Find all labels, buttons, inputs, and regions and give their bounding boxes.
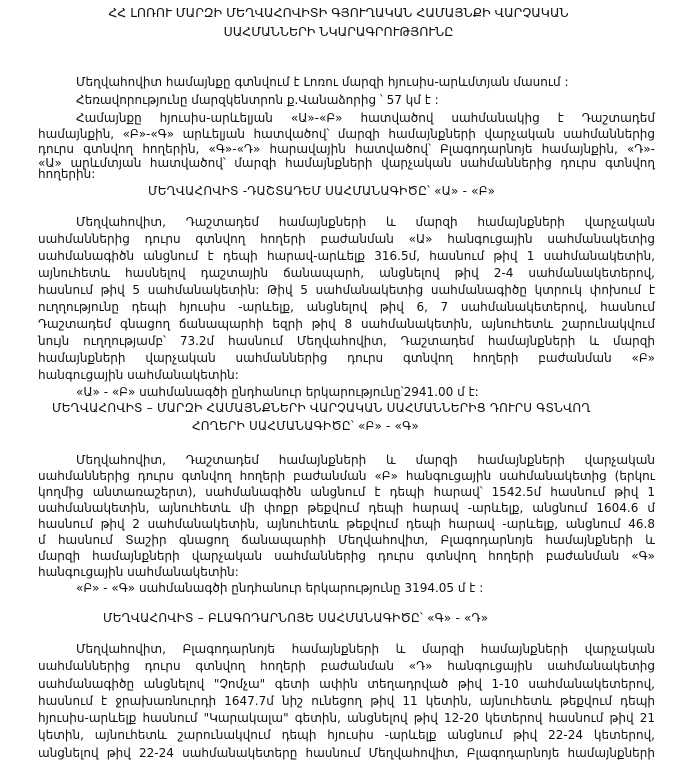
paragraph-line: նույն ուղղությամբ՝ 73.2մ հասնում Մեղվահովիտ, Դաշտադեմ համայնքների և մարզի [38,334,655,348]
paragraph-line: հանգուցային սահմանակետին: [38,565,239,579]
paragraph-line: համայնքների վարչական սահմաններից դուրս գտնվող հողերի բաժանման «Բ» [38,351,655,365]
document-title-line-1: ՀՀ ԼՈՌՈՒ ՄԱՐԶԻ ՄԵՂՎԱՀՈՎԻՏԻ ԳՅՈՒՂԱԿԱՆ ՀԱՄԱՅՆՔԻ ՎԱՐՉԱԿԱՆ [108,5,569,20]
paragraph-line: հասնում է ջրախառնուրդի 1647.7մ նիշ ունեցող թիվ 11 կետին, այնուհետև թեքվում դեպի [38,694,655,708]
paragraph-line: Դաշտադեմ գնացող ճանապարհի եզրի թիվ 8 սահմանակետին, այնուհետև շարունակվում [38,317,655,331]
paragraph-line: հասնում թիվ 2 սահմանակետին, այնուհետև թեքվում դեպի հարավ -արևելք, անցնում 46.8 [38,517,655,531]
paragraph-line: սահմանակետին, այնուհետև մի փոքր թեքվում դեպի հարավ -արևելք, անցնում 1604.6 մ [38,501,655,515]
paragraph-line: Մեղվահովիտ, Դաշտադեմ համայնքների և մարզի համայնքների վարչական [76,215,655,229]
paragraph-line: դուրս գտնվող հողերին, «Գ»-«Դ» հարավային հատվածով՝ Բլագոդարնոյե համայնքին, «Դ»- [38,142,655,156]
paragraph-line: սահմաններից դուրս գտնվող հողերի բաժանման «Ա» հանգուցային սահմանակետից [38,232,655,246]
paragraph-line: «Ա» - «Բ» սահմանագծի ընդհանուր երկարությունը՝2941.00 մ է: [76,385,479,399]
paragraph-line: «Բ» - «Գ» սահմանագծի ընդհանուր երկարությունը 3194.05 մ է : [76,581,484,595]
paragraph-line: այնուհետև հասնելով դաշտային ճանապարհ, անցնելով թիվ 2-4 սահմանակետերով, [38,266,655,280]
paragraph-line: «Ա» արևմտյան հատվածով՝ մարզի համայնքների վարչական սահմաններից դուրս գտնվող [38,156,655,170]
section-heading: ՄԵՂՎԱՀՈՎԻՏ – ԲԼԱԳՈԴԱՐՆՈՅԵ ՍԱՀՄԱՆԱԳԻԾԸ՝ «Գ» - «Դ» [103,611,489,625]
paragraph-line: հողերին: [38,167,96,181]
paragraph-line: հասնում թիվ 5 սահմանակետին: Թիվ 5 սահմանակետից սահմանագիծը կտրուկ փոխում է [38,283,655,297]
paragraph-line: մ հասնում Տաշիր գնացող ճանապարհի Մեղվահովիտ, Բլագոդարնոյե համայնքների և [38,533,655,547]
document-title-line-2: ՍԱՀՄԱՆՆԵՐԻ ՆԿԱՐԱԳՐՈՒԹՅՈՒՆԸ [223,24,454,39]
paragraph-line: Մեղվահովիտ, Դաշտադեմ համայնքների և մարզի համայնքների վարչական [76,453,655,467]
paragraph-line: Մեղվահովիտ համայնքը գտնվում է Լոռու մարզի հյուսիս-արևմտյան մասում : [76,75,569,89]
paragraph-line: կողմից անտառաշերտ), սահմանագիծն անցնում է դեպի հարավ՝ 1542.5մ հասնում թիվ 1 [38,485,655,499]
paragraph-line: Մեղվահովիտ, Բլագոդարնոյե համայնքների և մարզի համայնքների վարչական [76,642,655,656]
paragraph-line: հանգուցային սահմանակետին: [38,368,239,382]
paragraph-line: Հեռավորությունը մարզկենտրոն ք.Վանաձորից ՝ 57 կմ է : [76,93,439,107]
paragraph-line: համայնքին, «Բ»-«Գ» արևելյան հատվածով՝ մարզի համայնքների վարչական սահմաններից [38,127,655,141]
paragraph-line: հյուսիս-արևելք հասնում "Կարակալա" գետին, անցնելով թիվ 12-20 կետերով հասնում թիվ 21 [38,711,655,725]
paragraph-line: անցնելով թիվ 22-24 սահմանակետերը հասնում Մեղվահովիտ, Բլագոդարնոյե համայնքների [38,746,655,760]
paragraph-line: Համայնքը հյուսիս-արևելյան «Ա»-«Բ» հատվածով սահմանակից է Դաշտադեմ [76,111,655,125]
paragraph-line: սահմանագիծն անցնում է դեպի հարավ-արևելք 316.5մ, հասնում թիվ 1 սահմանակետին, [38,249,655,263]
paragraph-line: մարզի համայնքների վարչական սահմաններից դուրս գտնվող հողերի բաժանման «Գ» [38,549,655,563]
paragraph-line: սահմաններից դուրս գտնվող հողերի բաժանման «Բ» հանգուցային սահմանակետից (երկու [38,469,655,483]
paragraph-line: սահմանագիծը անցնելով "Չոմչա" գետի ափին տեղադրված թիվ 1-10 սահմանակետերով, [38,677,655,691]
section-heading: ՄԵՂՎԱՀՈՎԻՏ -ԴԱՇՏԱԴԵՄ ՍԱՀՄԱՆԱԳԻԾԸ՝ «Ա» - «Բ» [148,184,496,198]
paragraph-line: կետին, այնուհետև շարունակվում դեպի հյուսիս -արևելք անցնում թիվ 22-24 կետերով, [38,728,655,742]
paragraph-line: սահմաններից դուրս գտնվող հողերի բաժանման «Դ» հանգուցային սահմանակետից [38,659,655,673]
paragraph-line: ուղղությունը դեպի հյուսիս -արևելք, անցնելով թիվ 6, 7 սահմանակետերով, հասնում [38,300,655,314]
section-heading: ՄԵՂՎԱՀՈՎԻՏ – ՄԱՐԶԻ ՀԱՄԱՅՆՔՆԵՐԻ ՎԱՐՉԱԿԱՆ ՍԱՀՄԱՆՆԵՐԻՑ ԴՈՒՐՍ ԳՏՆՎՈՂ [52,401,591,415]
section-heading: ՀՈՂԵՐԻ ՍԱՀՄԱՆԱԳԻԾԸ՝ «Բ» - «Գ» [192,419,419,433]
